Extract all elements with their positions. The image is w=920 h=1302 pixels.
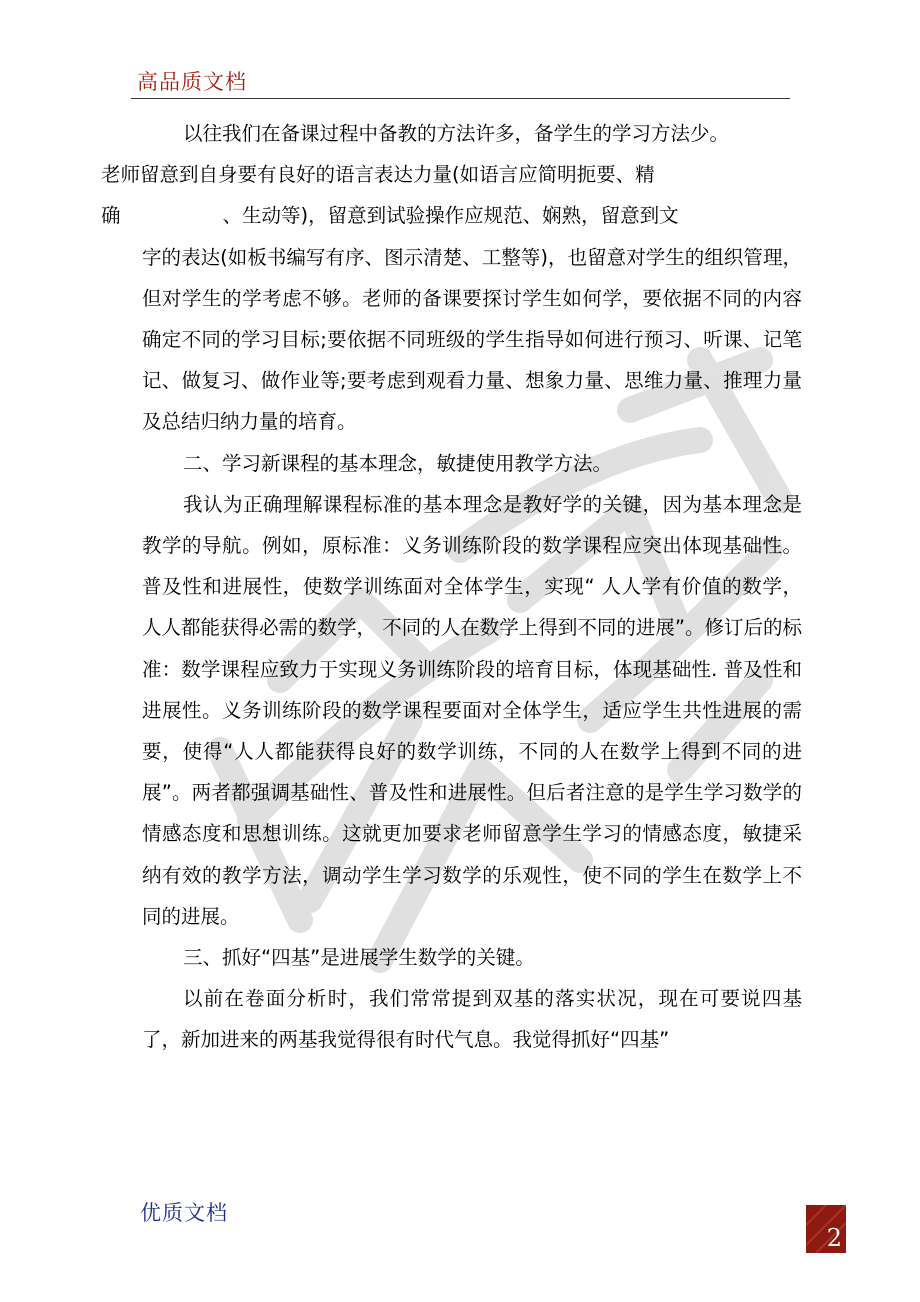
section-heading: 二、学习新课程的基本理念，敏捷使用教学方法。 <box>183 451 613 475</box>
body-text <box>101 113 802 1061</box>
page-number: 2 <box>826 1224 842 1252</box>
paragraph: 字的表达(如板书编写有序、图示清楚、工整等)，也留意对学生的组织管理，但对学生的学考虑不够。老师的备课要探讨学生如何学，要依据不同的内容确定不同的学习目标;要依据不同班级的学生指导如何进行预习、听课、记笔记、做复习、做作业等;要考虑到观看力量、想象力量、思维力量、推理力量及总结归纳力量的培育。 <box>142 245 802 434</box>
footer-title: 优质文档 <box>140 1201 228 1225</box>
header-divider <box>131 98 790 99</box>
paragraph: 我认为正确理解课程标准的基本理念是教好学的关键，因为基本理念是教学的导航。例如，原标准：义务训练阶段的数学课程应突出体现基础性。普及性和进展性，使数学训练面对全体学生，实现“ 人人学有价值的数学， 人人都能获得必需的数学， 不同的人在数学上得到不同的进展”。修订后的标准：数学课程应致力于实现义务训练阶段的培育目标，体现基础性. 普及性和进展性。义务训练阶段的数学课程要面对全体学生，适应学生共性进展的需要，使得“人人都能获得良好的数学训练，不同的人在数学上得到不同的进展”。两者都强调基础性、普及性和进展性。但后者注意的是学生学习数学的情感态度和思想训练。这就更加要求老师留意学生学习的情感态度，敏捷采纳有效的教学方法，调动学生学习数学的乐观性，使不同的学生在数学上不同的进展。 <box>142 492 802 928</box>
section-heading: 三、抓好“四基”是进展学生数学的关键。 <box>183 946 535 970</box>
paragraph: 以往我们在备课过程中备教的方法许多，备学生的学习方法少。 老师留意到自身要有良好的语言表达力量(如语言应简明扼要、精 确 、生动等)，留意到试验操作应规范、娴熟，留意到文 <box>101 122 730 228</box>
page-number-badge <box>806 1205 846 1253</box>
paragraph: 以前在卷面分析时，我们常常提到双基的落实状况，现在可要说四基了，新加进来的两基我觉得很有时代气息。我觉得抓好“四基” <box>142 987 802 1052</box>
header-title: 高品质文档 <box>137 70 247 94</box>
